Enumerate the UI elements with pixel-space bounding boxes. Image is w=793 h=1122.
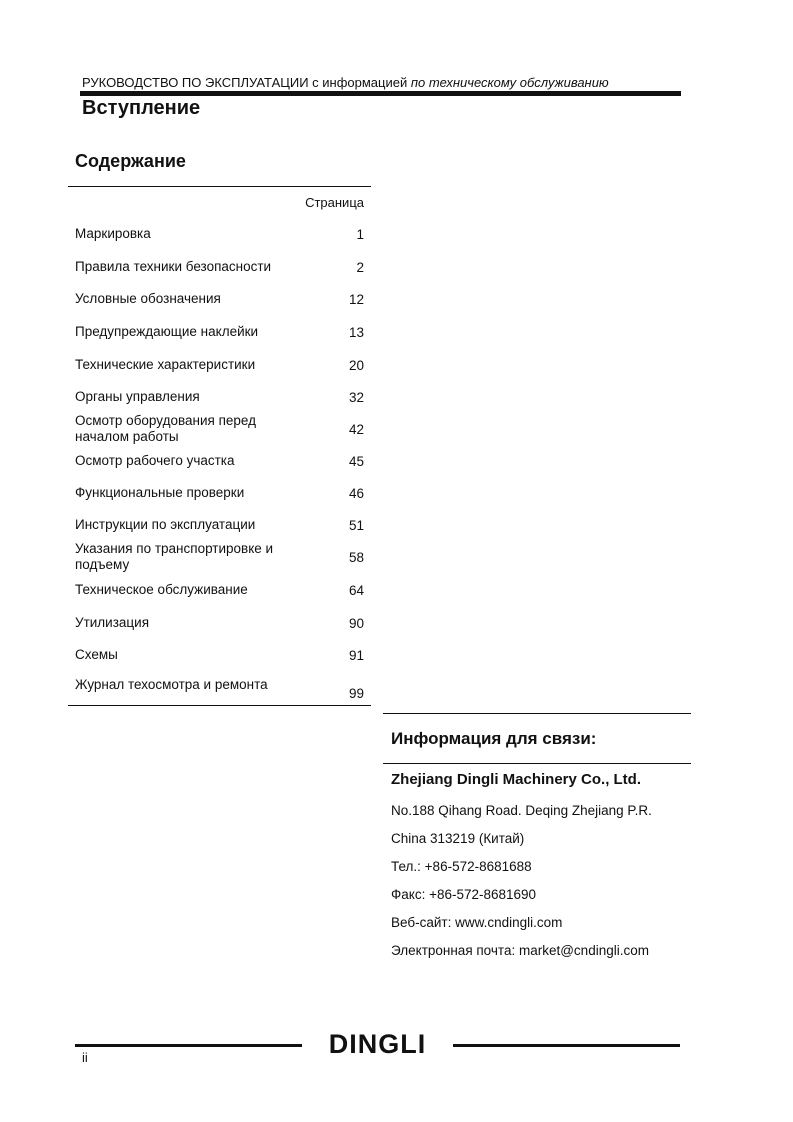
toc-row-label: Журнал техосмотра и ремонта xyxy=(75,677,268,692)
toc-row-label: Осмотр рабочего участка xyxy=(75,453,235,468)
toc-title: Содержание xyxy=(75,151,186,171)
toc-row-page: 58 xyxy=(348,549,364,565)
toc-row-label: Органы управления xyxy=(75,389,200,404)
toc-row[interactable] xyxy=(75,324,364,340)
phone: Тел.: +86-572-8681688 xyxy=(391,859,532,874)
header-rule xyxy=(80,91,681,96)
toc-row[interactable] xyxy=(75,389,364,405)
running-header xyxy=(82,75,609,90)
toc-row-page: 64 xyxy=(348,582,364,598)
address-line-2: China 313219 (Китай) xyxy=(391,831,525,846)
website-link[interactable]: Веб-сайт: www.cndingli.com xyxy=(391,915,563,930)
toc-row-label: Функциональные проверки xyxy=(75,485,245,500)
toc-row[interactable] xyxy=(75,541,364,573)
toc-row-label: Указания по транспортировке и подъему xyxy=(75,541,274,572)
toc-row[interactable] xyxy=(75,677,364,701)
toc-row[interactable] xyxy=(75,259,364,275)
toc-column-header: Страница xyxy=(305,195,364,210)
toc-row-label: Маркировка xyxy=(75,226,151,241)
toc-row-page: 13 xyxy=(348,324,364,340)
contact-rule-top xyxy=(383,713,691,714)
toc-row-page: 20 xyxy=(348,357,364,373)
toc-row[interactable] xyxy=(75,453,364,469)
toc-row-page: 42 xyxy=(348,421,364,437)
toc-row-page: 46 xyxy=(348,485,364,501)
contact-rule-mid xyxy=(383,763,691,764)
toc-row[interactable] xyxy=(75,582,364,598)
toc-row[interactable] xyxy=(75,615,364,631)
header-text-italic: по техническому обслуживанию xyxy=(410,75,609,90)
toc-row[interactable] xyxy=(75,517,364,533)
section-title: Вступление xyxy=(82,97,201,119)
toc-row[interactable] xyxy=(75,413,364,445)
toc-row[interactable] xyxy=(75,226,364,242)
toc-row-label: Техническое обслуживание xyxy=(75,582,248,597)
toc-rule-top xyxy=(68,186,371,187)
toc-row-page: 45 xyxy=(348,453,364,469)
toc-row-label: Предупреждающие наклейки xyxy=(75,324,259,339)
email-link[interactable]: Электронная почта: market@cndingli.com xyxy=(391,943,649,958)
header-text-regular: РУКОВОДСТВО ПО ЭКСПЛУАТАЦИИ с информацией xyxy=(82,75,411,90)
address-line-1: No.188 Qihang Road. Deqing Zhejiang P.R. xyxy=(391,803,652,818)
toc-row-page: 99 xyxy=(348,686,364,701)
toc-row-page: 12 xyxy=(348,291,364,307)
toc-row-page: 2 xyxy=(356,259,364,275)
toc-row-page: 51 xyxy=(348,517,364,533)
toc-row-label: Схемы xyxy=(75,647,118,662)
footer-rule-right xyxy=(453,1044,680,1047)
footer-rule-left xyxy=(75,1044,302,1047)
toc-rule-bottom xyxy=(68,705,371,706)
toc-row-page: 32 xyxy=(348,389,364,405)
toc-row[interactable] xyxy=(75,291,364,307)
fax: Факс: +86-572-8681690 xyxy=(391,887,537,902)
toc-row-label: Условные обозначения xyxy=(75,291,221,306)
page-number: ii xyxy=(82,1050,88,1065)
toc-row-label: Утилизация xyxy=(75,615,149,630)
toc-row-label: Правила техники безопасности xyxy=(75,259,272,274)
toc-row-label: Технические характеристики xyxy=(75,357,256,372)
toc-row-page: 1 xyxy=(356,226,364,242)
toc-row-page: 91 xyxy=(348,647,364,663)
toc-row-label: Осмотр оборудования перед началом работы xyxy=(75,413,256,444)
toc-row-label: Инструкции по эксплуатации xyxy=(75,517,256,532)
company-name: Zhejiang Dingli Machinery Co., Ltd. xyxy=(391,771,642,788)
toc-row[interactable] xyxy=(75,357,364,373)
contact-title: Информация для связи: xyxy=(391,729,597,748)
toc-row-page: 90 xyxy=(348,615,364,631)
toc-row[interactable] xyxy=(75,647,364,663)
toc-row[interactable] xyxy=(75,485,364,501)
dingli-logo: DINGLI xyxy=(328,1029,427,1059)
